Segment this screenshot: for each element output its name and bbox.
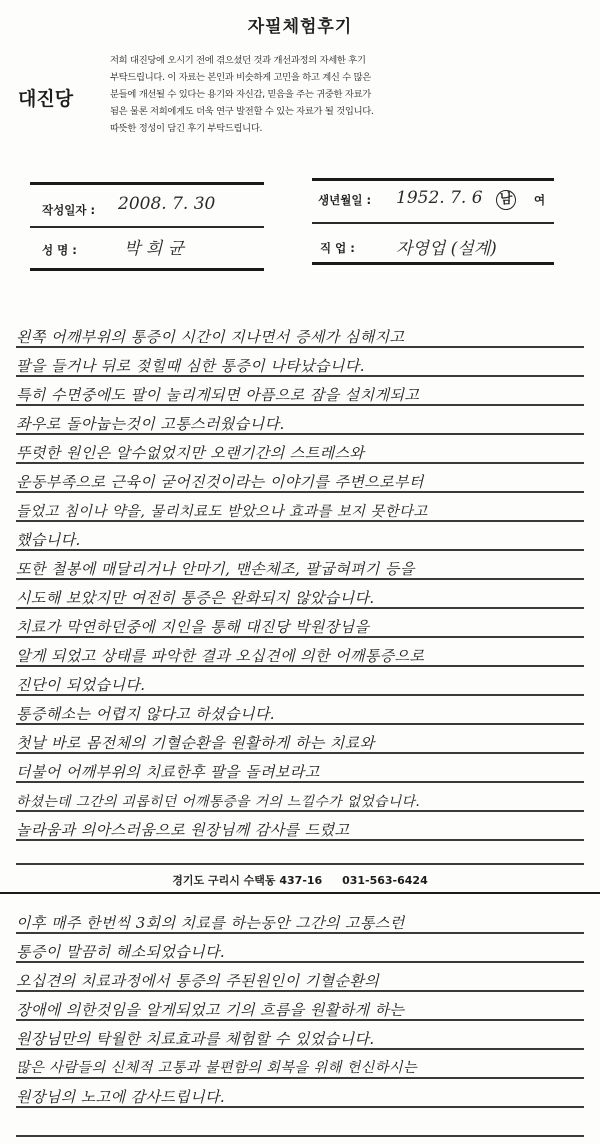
handwritten-line: 팔을 들거나 뒤로 젖힐때 심한 통증이 나타났습니다. [16, 357, 365, 375]
handwritten-line: 뚜렷한 원인은 알수없었지만 오랜기간의 스트레스와 [16, 444, 365, 462]
divider [312, 222, 554, 224]
handwritten-line: 첫날 바로 몸전체의 기혈순환을 원활하게 하는 치료와 [16, 734, 375, 752]
clinic-contact [0, 872, 600, 888]
handwritten-line: 특히 수면중에도 팔이 눌리게되면 아픔으로 잠을 설치게되고 [16, 386, 420, 404]
handwritten-line: 좌우로 돌아눕는것이 고통스러웠습니다. [16, 415, 285, 433]
page-title: 자필체험후기 [247, 17, 353, 37]
job-label: 직 업 : [320, 241, 355, 255]
divider [30, 182, 264, 185]
handwritten-line: 왼쪽 어깨부위의 통증이 시간이 지나면서 증세가 심해지고 [16, 328, 405, 346]
handwritten-line: 또한 철봉에 매달리거나 안마기, 맨손체조, 팔굽혀펴기 등을 [16, 560, 415, 578]
clinic-name: 대진당 [18, 88, 74, 110]
handwritten-line: 놀라움과 의아스러움으로 원장님께 감사를 드렸고 [16, 821, 350, 839]
handwritten-line: 원장님만의 탁월한 치료효과를 체험할 수 있었습니다. [16, 1030, 375, 1048]
intro-paragraph [110, 52, 550, 137]
handwritten-line: 진단이 되었습니다. [16, 676, 146, 694]
job-value: 자영업 (설계) [396, 239, 497, 259]
handwritten-line: 하셨는데 그간의 괴롭히던 어깨통증을 거의 느낄수가 없었습니다. [16, 794, 421, 810]
birth-label: 생년월일 : [318, 193, 372, 207]
divider [30, 226, 264, 228]
handwritten-line: 오십견의 치료과정에서 통증의 주된원인이 기혈순환의 [16, 972, 380, 990]
divider [312, 178, 554, 181]
ruled-line [16, 1135, 584, 1137]
gender-male-circled: 남 [496, 190, 516, 210]
birth-value: 1952. 7. 6 [396, 188, 483, 208]
name-label: 성 명 : [42, 243, 77, 257]
handwritten-line: 많은 사람들의 신체적 고통과 불편함의 회복을 위해 헌신하시는 [16, 1060, 418, 1076]
handwritten-line: 운동부족으로 근육이 굳어진것이라는 이야기를 주변으로부터 [16, 473, 424, 491]
name-value: 박 희 균 [124, 239, 185, 259]
ruled-line [16, 810, 584, 812]
clinic-phone: 031-563-6424 [342, 874, 428, 887]
handwritten-line: 원장님의 노고에 감사드립니다. [16, 1088, 226, 1106]
handwritten-line: 들었고 침이나 약을, 물리치료도 받았으나 효과를 보지 못한다고 [16, 504, 428, 520]
intro-line: 분들에 개선될 수 있다는 용기와 자신감, 믿음을 주는 귀중한 자료가 [110, 89, 371, 100]
intro-line: 저희 대진당에 오시기 전에 겪으셨던 것과 개선과정의 자세한 후기 [110, 55, 366, 66]
handwritten-line: 이후 매주 한번씩 3회의 치료를 하는동안 그간의 고통스런 [16, 914, 405, 932]
ruled-line [16, 863, 584, 865]
handwritten-line: 더불어 어깨부위의 치료한후 팔을 돌려보라고 [16, 763, 320, 781]
gender-female: 여 [534, 193, 546, 207]
handwritten-line: 치료가 막연하던중에 지인을 통해 대진당 박원장님을 [16, 618, 370, 636]
ruled-line [16, 1077, 584, 1079]
intro-line: 부탁드립니다. 이 자료는 본인과 비슷하게 고민을 하고 계신 수 많은 [110, 72, 371, 83]
divider [30, 268, 264, 271]
handwritten-line: 시도해 보았지만 여전히 통증은 완화되지 않았습니다. [16, 589, 375, 607]
date-label: 작성일자 : [42, 203, 96, 217]
intro-line: 따뜻한 정성이 담긴 후기 부탁드립니다. [110, 123, 263, 134]
handwritten-line: 했습니다. [16, 531, 81, 549]
clinic-address: 경기도 구리시 수택동 437-16 [172, 874, 323, 887]
handwritten-line: 통증해소는 어렵지 않다고 하셨습니다. [16, 705, 275, 723]
handwritten-line: 알게 되었고 상태를 파악한 결과 오십견에 의한 어깨통증으로 [16, 647, 425, 665]
divider [312, 262, 554, 265]
divider [0, 892, 600, 894]
handwritten-line: 통증이 말끔히 해소되었습니다. [16, 943, 226, 961]
date-value: 2008. 7. 30 [118, 194, 216, 214]
handwritten-line: 장애에 의한것임을 알게되었고 기의 흐름을 원활하게 하는 [16, 1001, 405, 1019]
intro-line: 됨은 물론 저희에게도 더욱 연구 발전할 수 있는 자료가 될 것입니다. [110, 106, 374, 117]
ruled-line [16, 549, 584, 551]
